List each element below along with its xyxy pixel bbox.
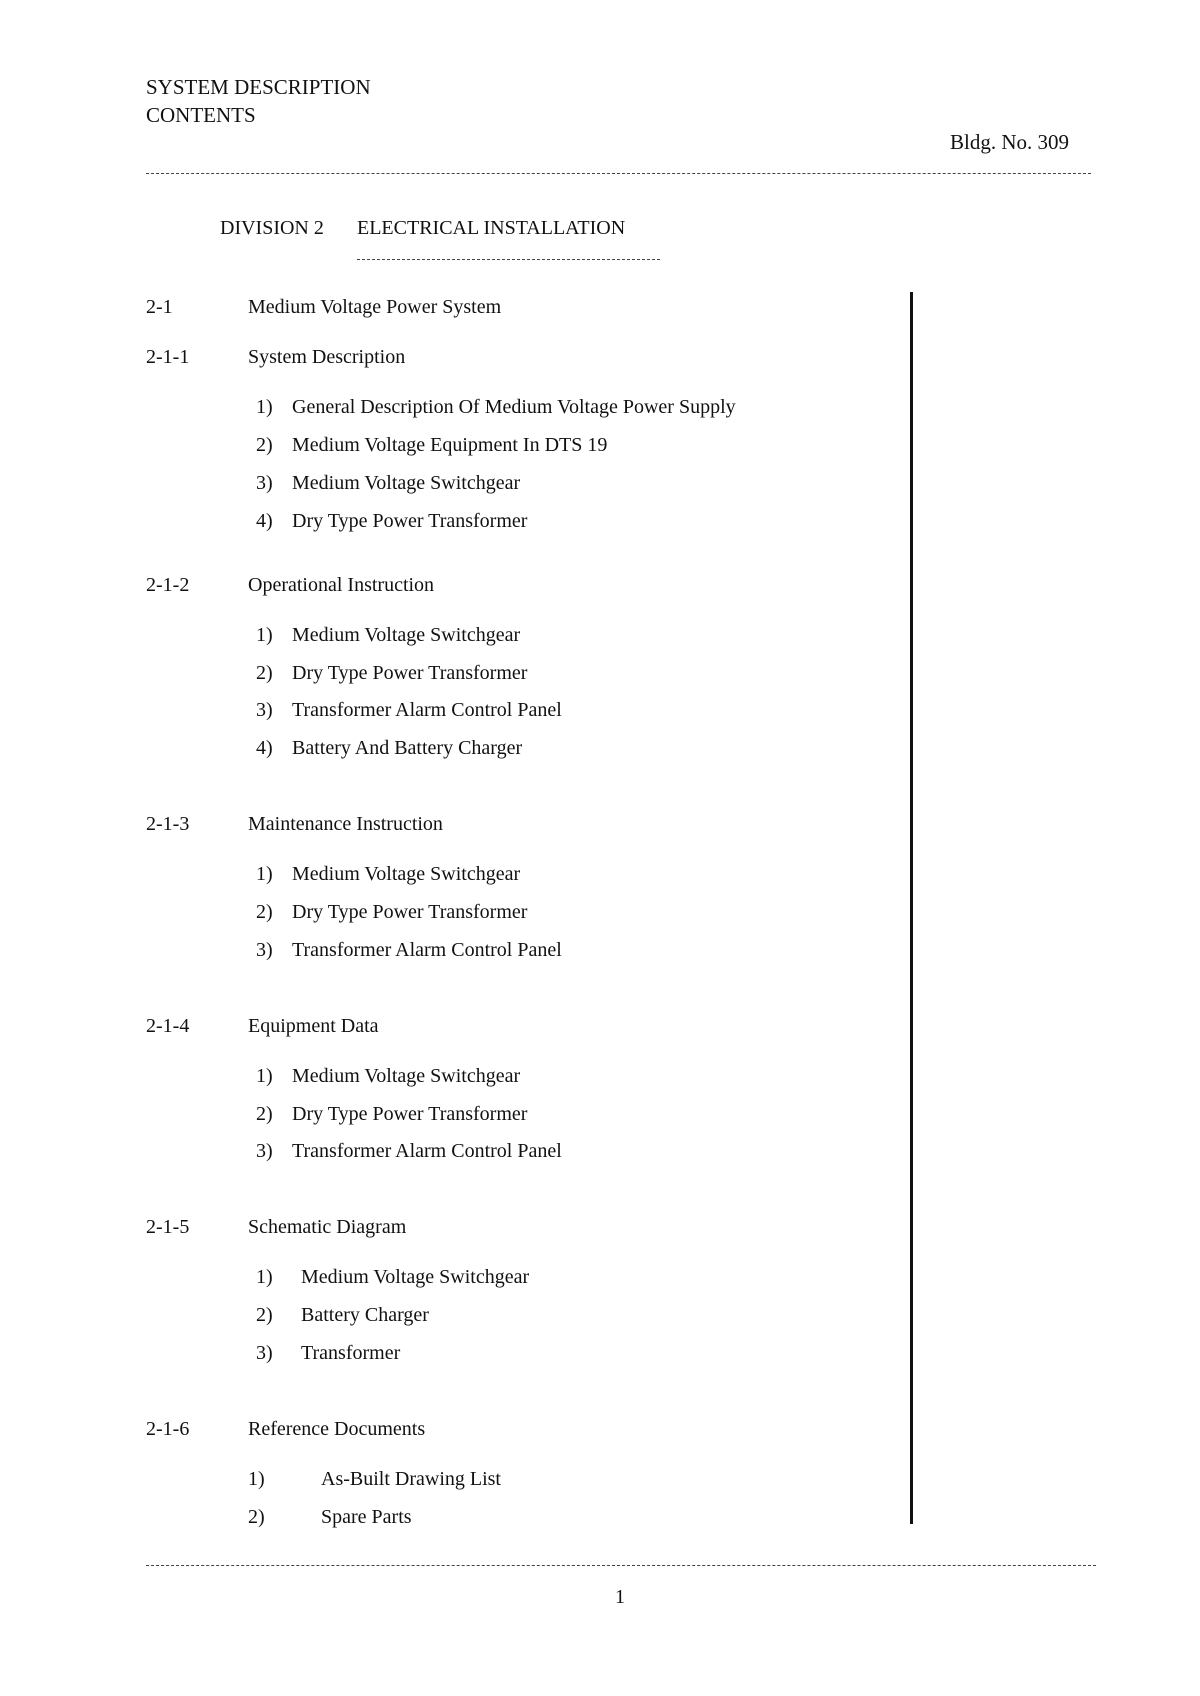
list-item: Medium Voltage Switchgear	[301, 1266, 530, 1288]
list-item: Dry Type Power Transformer	[292, 1103, 528, 1125]
list-item: Dry Type Power Transformer	[292, 662, 528, 684]
list-item-number: 1)	[256, 396, 273, 418]
list-item: Medium Voltage Switchgear	[292, 1065, 521, 1087]
list-item: Medium Voltage Switchgear	[292, 624, 521, 646]
section-title: Medium Voltage Power System	[248, 296, 502, 318]
list-item-number: 1)	[256, 863, 273, 885]
division-title: ELECTRICAL INSTALLATION	[357, 217, 626, 239]
list-item: Transformer Alarm Control Panel	[292, 1140, 562, 1162]
list-item: Dry Type Power Transformer	[292, 510, 528, 532]
list-item-number: 1)	[256, 1266, 273, 1288]
list-item: Transformer Alarm Control Panel	[292, 699, 562, 721]
section-title: Schematic Diagram	[248, 1216, 407, 1238]
building-number: Bldg. No. 309	[950, 130, 1070, 154]
footer-divider	[146, 1565, 1096, 1566]
list-item: Transformer	[301, 1342, 401, 1364]
list-item: Dry Type Power Transformer	[292, 901, 528, 923]
division-label: DIVISION 2	[220, 217, 324, 239]
section-title: Operational Instruction	[248, 574, 435, 596]
list-item-number: 3)	[256, 472, 273, 494]
list-item: Medium Voltage Equipment In DTS 19	[292, 434, 608, 456]
list-item: Medium Voltage Switchgear	[292, 863, 521, 885]
list-item-number: 2)	[256, 662, 273, 684]
list-item-number: 4)	[256, 510, 273, 532]
list-item-number: 1)	[256, 1065, 273, 1087]
list-item-number: 2)	[248, 1506, 265, 1528]
list-item: General Description Of Medium Voltage Power Supply	[292, 396, 736, 418]
header-divider	[146, 173, 1091, 174]
list-item: Transformer Alarm Control Panel	[292, 939, 562, 961]
list-item-number: 2)	[256, 434, 273, 456]
section-title: Equipment Data	[248, 1015, 379, 1037]
section-title: Reference Documents	[248, 1418, 426, 1440]
section-number: 2-1-6	[146, 1418, 190, 1440]
division-title-underline	[357, 259, 660, 260]
revision-bar	[910, 292, 913, 1524]
section-number: 2-1-5	[146, 1216, 190, 1238]
list-item-number: 1)	[256, 624, 273, 646]
list-item-number: 2)	[256, 1304, 273, 1326]
list-item-number: 2)	[256, 901, 273, 923]
section-number: 2-1	[146, 296, 173, 318]
section-title: Maintenance Instruction	[248, 813, 443, 835]
list-item-number: 2)	[256, 1103, 273, 1125]
section-title: System Description	[248, 346, 406, 368]
section-number: 2-1-4	[146, 1015, 190, 1037]
list-item-number: 3)	[256, 1342, 273, 1364]
list-item-number: 3)	[256, 939, 273, 961]
section-number: 2-1-2	[146, 574, 190, 596]
list-item: Medium Voltage Switchgear	[292, 472, 521, 494]
list-item: As-Built Drawing List	[321, 1468, 501, 1490]
section-number: 2-1-3	[146, 813, 190, 835]
list-item-number: 3)	[256, 699, 273, 721]
section-number: 2-1-1	[146, 346, 190, 368]
list-item-number: 4)	[256, 737, 273, 759]
list-item: Battery Charger	[301, 1304, 429, 1326]
document-subtitle: CONTENTS	[146, 103, 256, 127]
list-item-number: 1)	[248, 1468, 265, 1490]
list-item-number: 3)	[256, 1140, 273, 1162]
list-item: Spare Parts	[321, 1506, 412, 1528]
document-title: SYSTEM DESCRIPTION	[146, 75, 371, 99]
page-number: 1	[615, 1586, 625, 1608]
list-item: Battery And Battery Charger	[292, 737, 523, 759]
